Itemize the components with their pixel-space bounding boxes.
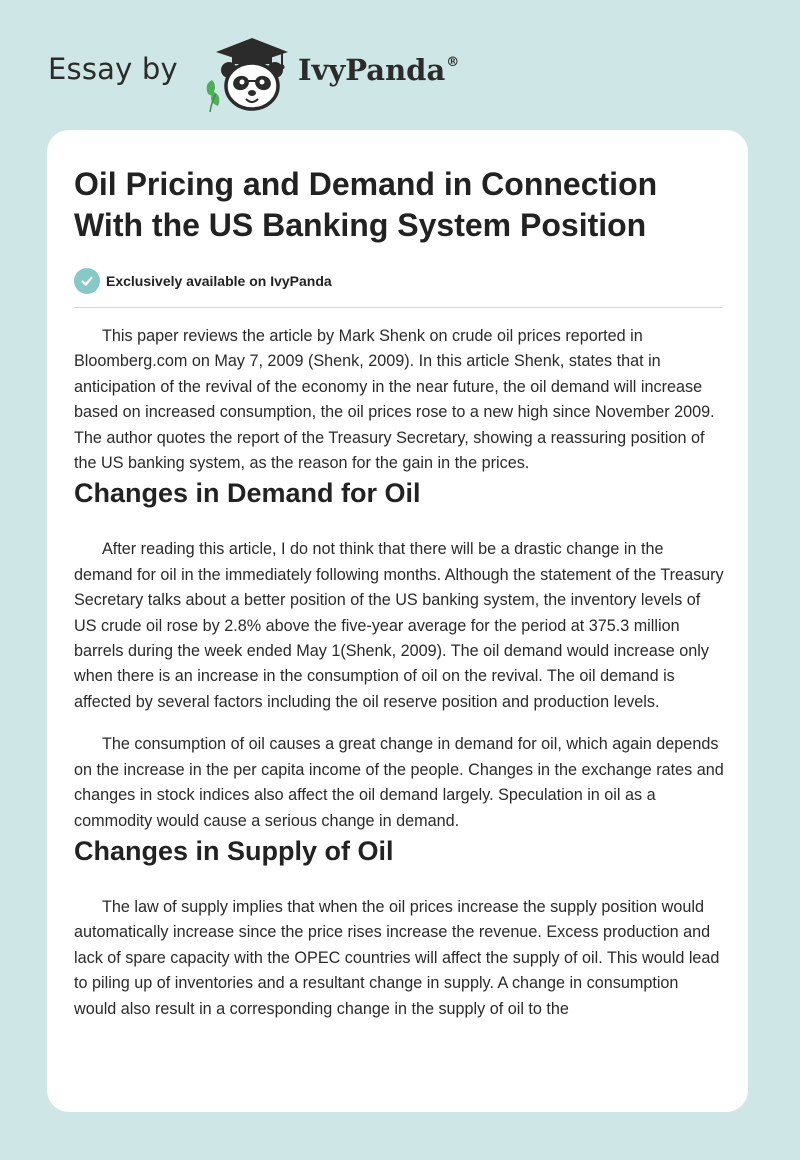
demand-paragraph-1: After reading this article, I do not think that there will be a drastic change in the demand for oil in the immediately following months. Although the statement of the Treasury Secretary talks about a better position of the US banking system, the inventory levels of US crude oil rose by 2.8% above the five-year average for the period at 375.3 million barrels during the week ended May 1(Shenk, 2009). The oil demand would increase only when there is an increase in the consumption of oil on the revival. The oil demand is affected by several factors including the oil reserve position and production levels. [74,540,724,711]
exclusive-badge [74,268,724,294]
article-title: Oil Pricing and Demand in Connection With the US Banking System Position [74,166,658,243]
ivy-leaf-icon [207,80,220,112]
article-card [47,130,748,1112]
exclusive-badge-label: Exclusively available on IvyPanda [106,273,332,289]
brand-name: IvyPanda® [298,53,460,87]
intro-paragraph: This paper reviews the article by Mark Shenk on crude oil prices reported in Bloomberg.com on May 7, 2009 (Shenk, 2009). In this article Shenk, states that in anticipation of the revival of the economy in the near future, the oil demand will increase based on increased consumption, the oil prices rose to a new high since November 2009. The author quotes the report of the Treasury Secretary, showing a reassuring position of the US banking system, as the reason for the gain in the prices. [74,327,715,473]
section-heading-supply: Changes in Supply of Oil [74,835,394,866]
site-header [48,28,488,112]
trademark-symbol: ® [446,55,460,70]
article-content [74,164,724,1022]
panda-graduate-icon [202,34,292,114]
title-divider [74,307,723,308]
supply-paragraph-1: The law of supply implies that when the oil prices increase the supply position would automatically increase since the price rises increase the revenue. Excess production and lack of spare capacity with the OPEC countries will affect the supply of oil. This would lead to piling up of inventories and a resultant change in supply. A change in consumption would also result in a corresponding change in the supply of oil to the [74,897,720,1018]
checkmark-icon [74,268,100,294]
demand-paragraph-2: The consumption of oil causes a great change in demand for oil, which again depends on the increase in the per capita income of the people. Changes in the exchange rates and changes in stock indices also affect the oil demand largely. Speculation in oil as a commodity would cause a serious change in demand. [74,735,724,830]
section-heading-demand: Changes in Demand for Oil [74,478,421,509]
essay-by-label: Essay by [48,52,178,86]
